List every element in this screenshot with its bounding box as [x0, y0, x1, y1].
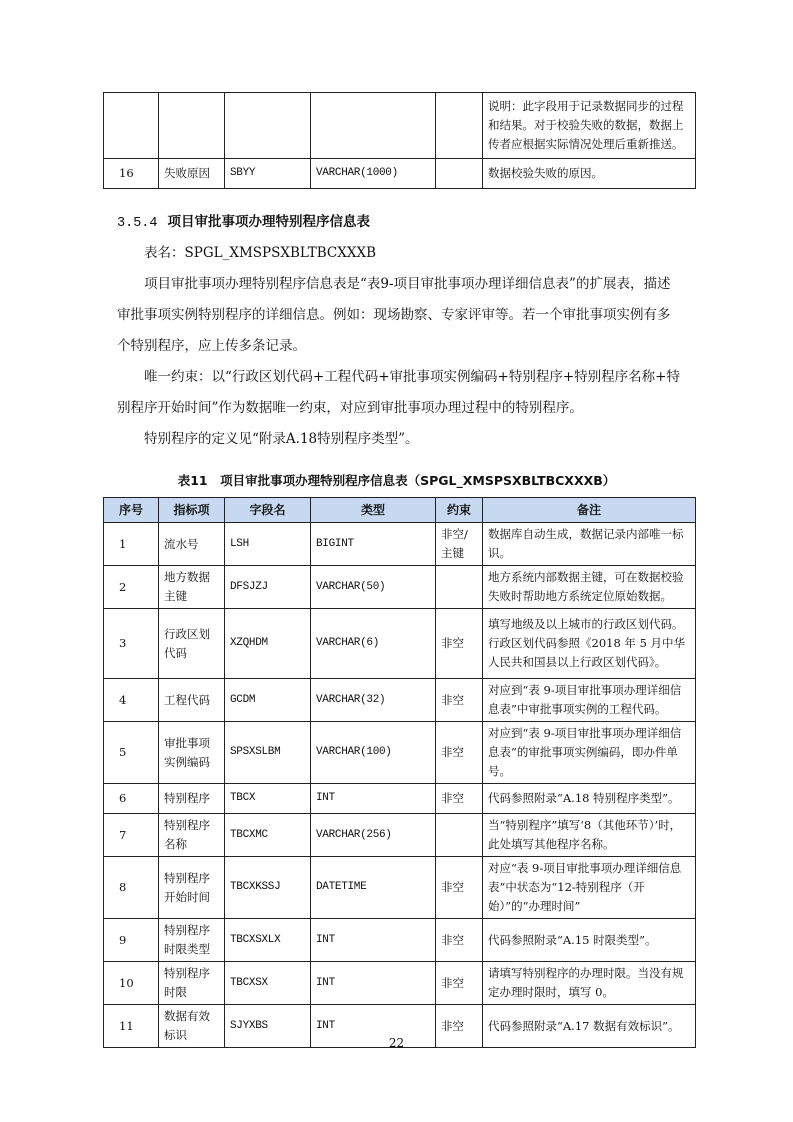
- cell-no: 16: [104, 159, 159, 189]
- cell-type: DATETIME: [311, 857, 436, 919]
- cell-item: 特别程序开始时间: [159, 857, 225, 919]
- cell-item: 特别程序时限: [159, 962, 225, 1005]
- cell-item: 地方数据主键: [159, 566, 225, 609]
- header-item: 指标项: [159, 498, 225, 523]
- cell-note: 当“特别程序”填写‘8（其他环节）’时，此处填写其他程序名称。: [483, 814, 696, 857]
- paragraph-definition: 特别程序的定义见“附录A.18特别程序类型”。: [144, 431, 419, 447]
- header-no: 序号: [104, 498, 159, 523]
- cell-note: 数据库自动生成，数据记录内部唯一标识。: [483, 523, 696, 566]
- cell-constraint: 非空/主键: [436, 523, 483, 566]
- table-row: [104, 857, 696, 919]
- cell-field: TBCX: [225, 784, 311, 814]
- cell-type: INT: [311, 1005, 436, 1048]
- cell-note: 请填写特别程序的办理时限。当没有规定办理时限时，填写 0。: [483, 962, 696, 1005]
- table-row: [104, 93, 696, 159]
- paragraph-unique-constraint: 唯一约束：以“行政区划代码+工程代码+审批事项实例编码+特别程序+特别程序名称+特别程序开始时间”作为数据唯一约束，对应到审批事项办理过程中的特别程序。: [117, 369, 680, 416]
- cell-note: 代码参照附录“A.17 数据有效标识”。: [483, 1005, 696, 1048]
- table-row: [104, 566, 696, 609]
- cell-note: 数据校验失败的原因。: [483, 159, 696, 189]
- cell-field: SPSXSLBM: [225, 722, 311, 784]
- cell-constraint: 非空: [436, 962, 483, 1005]
- section-heading: [117, 210, 370, 231]
- cell-item: 流水号: [159, 523, 225, 566]
- special-procedure-table: [103, 497, 696, 1048]
- cell-no: 5: [104, 722, 159, 784]
- cell-item: 审批事项实例编码: [159, 722, 225, 784]
- cell-type: INT: [311, 784, 436, 814]
- cell-constraint: 非空: [436, 1005, 483, 1048]
- cell-field: DFSJZJ: [225, 566, 311, 609]
- section-title: 项目审批事项办理特别程序信息表: [167, 214, 371, 230]
- table-row: [104, 919, 696, 962]
- table-row: [104, 722, 696, 784]
- cell-note: 代码参照附录“A.18 特别程序类型”。: [483, 784, 696, 814]
- page-number: 22: [388, 1036, 405, 1050]
- cell-type: VARCHAR(256): [311, 814, 436, 857]
- cell-constraint: 非空: [436, 722, 483, 784]
- cell-field: [225, 93, 311, 159]
- cell-type: [311, 93, 436, 159]
- cell-item: 特别程序时限类型: [159, 919, 225, 962]
- cell-no: 4: [104, 679, 159, 722]
- cell-note: 代码参照附录“A.15 时限类型”。: [483, 919, 696, 962]
- table-name-line: 表名：SPGL_XMSPSXBLTBCXXXB: [144, 245, 376, 261]
- cell-no: 10: [104, 962, 159, 1005]
- cell-constraint: 非空: [436, 784, 483, 814]
- cell-constraint: [436, 93, 483, 159]
- cell-field: XZQHDM: [225, 609, 311, 679]
- cell-item: 特别程序名称: [159, 814, 225, 857]
- cell-type: VARCHAR(1000): [311, 159, 436, 189]
- cell-type: VARCHAR(100): [311, 722, 436, 784]
- cell-no: 1: [104, 523, 159, 566]
- cell-constraint: 非空: [436, 679, 483, 722]
- cell-note: 填写地级及以上城市的行政区划代码。行政区划代码参照《2018 年 5 月中华人民共和国县以上行政区划代码》。: [483, 609, 696, 679]
- cell-type: VARCHAR(32): [311, 679, 436, 722]
- table-row: [104, 814, 696, 857]
- cell-item: 失败原因: [159, 159, 225, 189]
- cell-type: VARCHAR(6): [311, 609, 436, 679]
- cell-item: 工程代码: [159, 679, 225, 722]
- cell-note: 对应到“表 9-项目审批事项办理详细信息表”的审批事项实例编码，即办件单号。: [483, 722, 696, 784]
- cell-field: TBCXSXLX: [225, 919, 311, 962]
- paragraph-description: 项目审批事项办理特别程序信息表是“表9-项目审批事项办理详细信息表”的扩展表，描述审批事项实例特别程序的详细信息。例如：现场勘察、专家评审等。若一个审批事项实例有多个特别程序，应上传多条记录。: [117, 276, 671, 354]
- cell-note: 对应“表 9-项目审批事项办理详细信息表”中状态为“12-特别程序（开始）”的“办理时间”: [483, 857, 696, 919]
- cell-constraint: 非空: [436, 857, 483, 919]
- cell-item: 行政区划代码: [159, 609, 225, 679]
- cell-field: TBCXSX: [225, 962, 311, 1005]
- section-number: 3.5.4: [117, 216, 158, 231]
- cell-item: 特别程序: [159, 784, 225, 814]
- continued-field-table: [103, 92, 696, 189]
- cell-field: GCDM: [225, 679, 311, 722]
- cell-field: TBCXKSSJ: [225, 857, 311, 919]
- cell-item: [159, 93, 225, 159]
- cell-field: TBCXMC: [225, 814, 311, 857]
- cell-no: 6: [104, 784, 159, 814]
- cell-field: SBYY: [225, 159, 311, 189]
- cell-no: 7: [104, 814, 159, 857]
- table-caption: 表11 项目审批事项办理特别程序信息表（SPGL_XMSPSXBLTBCXXXB）: [177, 473, 616, 488]
- header-type: 类型: [311, 498, 436, 523]
- cell-field: LSH: [225, 523, 311, 566]
- table-row: [104, 609, 696, 679]
- cell-field: SJYXBS: [225, 1005, 311, 1048]
- table-header-row: [104, 498, 696, 523]
- table-row: [104, 784, 696, 814]
- table-row: [104, 523, 696, 566]
- cell-constraint: 非空: [436, 919, 483, 962]
- cell-note: 说明：此字段用于记录数据同步的过程和结果。对于校验失败的数据，数据上传者应根据实际情况处理后重新推送。: [483, 93, 696, 159]
- cell-constraint: [436, 566, 483, 609]
- cell-constraint: [436, 814, 483, 857]
- table-row: [104, 962, 696, 1005]
- cell-item: 数据有效标识: [159, 1005, 225, 1048]
- header-field: 字段名: [225, 498, 311, 523]
- cell-type: INT: [311, 919, 436, 962]
- cell-no: 3: [104, 609, 159, 679]
- cell-note: 地方系统内部数据主键，可在数据校验失败时帮助地方系统定位原始数据。: [483, 566, 696, 609]
- cell-type: VARCHAR(50): [311, 566, 436, 609]
- cell-no: 11: [104, 1005, 159, 1048]
- cell-constraint: 非空: [436, 609, 483, 679]
- cell-type: BIGINT: [311, 523, 436, 566]
- table-row: [104, 159, 696, 189]
- header-note: 备注: [483, 498, 696, 523]
- table-row: [104, 679, 696, 722]
- cell-note: 对应到“表 9-项目审批事项办理详细信息表”中审批事项实例的工程代码。: [483, 679, 696, 722]
- cell-no: [104, 93, 159, 159]
- cell-no: 8: [104, 857, 159, 919]
- cell-type: INT: [311, 962, 436, 1005]
- cell-no: 2: [104, 566, 159, 609]
- cell-no: 9: [104, 919, 159, 962]
- cell-constraint: [436, 159, 483, 189]
- header-constraint: 约束: [436, 498, 483, 523]
